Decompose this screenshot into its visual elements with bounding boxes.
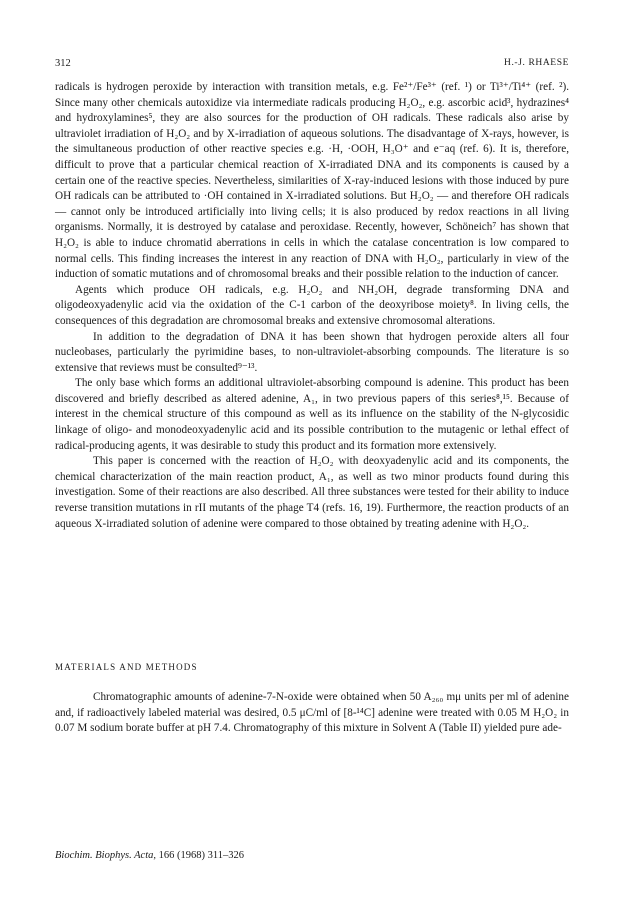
paragraph-1: radicals is hydrogen peroxide by interaction with transition metals, e.g. Fe²⁺/Fe³⁺ (ref. ¹) or Ti³⁺/Ti⁴⁺ (ref. ²). Since many other chemicals autoxidize via intermediate radicals producing H₂O₂, e.g. ascorbic acid³, hydrazines⁴ and hydroxylamines⁵, they are also sources for the production of OH radicals. These radicals also arise by ultraviolet irradiation of H₂O₂ and by X-irradiation of aqueous solutions. The disadvantage of X-rays, however, is the simultaneous production of other reactive species e.g. ·H, ·OOH, H₃O⁺ and e⁻aq (ref. 6). It is, therefore, difficult to prove that a particular chemical reaction of X-irradiated DNA and its components is caused by a certain one of the reactive species. Nevertheless, similarities of X-ray-induced lesions with those induced by pure OH radicals can be attributed to ·OH contained in X-irradiated solutions. But H₂O₂ — and therefore OH radicals — cannot only be introduced artificially into living cells; it is also produced by redox reactions in all living organisms. Normally, it is destroyed by catalase and peroxidase. Recently, however, Schöneich⁷ has shown that H₂O₂ is able to induce chromatid aberrations in cells in which the catalase concentration is low compared to normal cells. This finding increases the interest in any reaction of DNA with H₂O₂, particularly in view of the induction of somatic mutations and of chromosomal breaks and their possible relation to the induction of cancer. (55, 81, 569, 281)
paragraph-5: This paper is concerned with the reaction of H₂O₂ with deoxyadenylic acid and its components, the chemical characterization of the main reaction product, A₁, as well as two minor products found during this investigation. Some of their reactions are also described. All three substances were tested for their ability to induce reverse transition mutations in rII mutants of the phage T4 (refs. 16, 19). Furthermore, the reaction products of an aqueous X-irradiated solution of adenine were compared to those obtained by treating adenine with H₂O₂. (55, 455, 569, 530)
page-number: 312 (55, 58, 71, 69)
running-header (55, 58, 569, 72)
section-heading: MATERIALS AND METHODS (55, 662, 198, 672)
running-author: H.-J. RHAESE (504, 58, 569, 68)
journal-footer (55, 850, 244, 861)
article-body (55, 80, 569, 532)
paragraph-3: In addition to the degradation of DNA it has been shown that hydrogen peroxide alters all four nucleobases, particularly the pyrimidine bases, to non-ultraviolet-absorbing compounds. The literature is so extensive that reviews must be consulted⁹⁻¹³. (55, 330, 569, 374)
paragraph-2: Agents which produce OH radicals, e.g. H₂O₂ and NH₂OH, degrade transforming DNA and oligodeoxyadenylic acid via the oxidation of the C-1 carbon of the deoxyribose moiety⁸. In living cells, the consequences of this degradation are chromosomal breaks and extensive chromosomal alterations. (55, 283, 569, 327)
paragraph-4: The only base which forms an additional ultraviolet-absorbing compound is adenine. This product has been discovered and briefly described as altered adenine, A₁, in two previous papers of this series⁸,¹⁵. Because of interest in the chemical structure of this compound as well as its influence on the stability of the N-glycosidic linkage of oligo- and monodeoxyadenylic acid and its possible contribution to the mutagenic or lethal effect of radical-producing agents, it was desirable to study this product and its formation more extensively. (55, 377, 569, 452)
methods-section (55, 690, 569, 737)
journal-citation: 166 (1968) 311–326 (156, 850, 244, 861)
journal-name: Biochim. Biophys. Acta, (55, 850, 156, 861)
methods-paragraph: Chromatographic amounts of adenine-7-N-oxide were obtained when 50 A₂₆₀ mμ units per ml of adenine and, if radioactively labeled material was desired, 0.5 μC/ml of [8-¹⁴C] adenine were treated with 0.05 M H₂O₂ in 0.07 M sodium borate buffer at pH 7.4. Chromatography of this mixture in Solvent A (Table II) yielded pure ade- (55, 691, 569, 735)
